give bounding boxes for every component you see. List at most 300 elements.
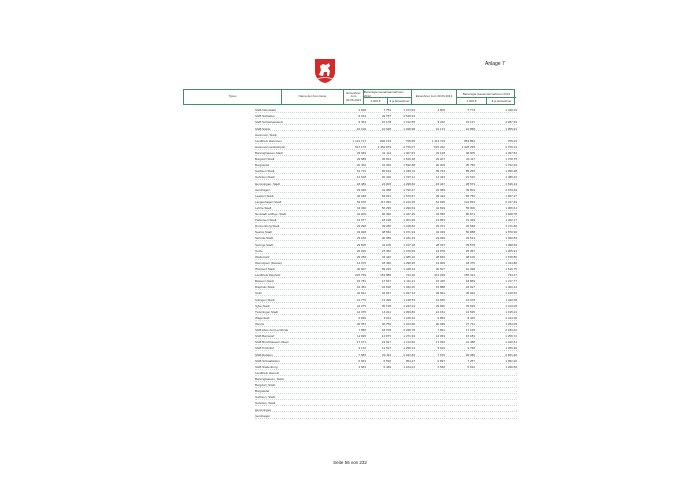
cell-ew-2013: 28 840 [435, 254, 445, 259]
table-row [255, 412, 517, 418]
cell-per-capita-2013: 1 400,43 [505, 285, 517, 290]
row-name: SGB Odenwald [255, 108, 276, 113]
row-name: Barsinghausen,Stadt [255, 150, 283, 155]
cell-total-2013: - [474, 389, 475, 394]
cell-per-capita-2013: 1 340,56 [505, 297, 517, 302]
cell-ew-2012: 12 770 [356, 297, 366, 302]
cell-ew-2013: 59 763 [435, 169, 445, 174]
row-name: Sulingen,Stadt [255, 297, 275, 302]
cell-total-2012: 14 875 [381, 334, 391, 339]
cell-total-2012: - [390, 407, 391, 412]
annex-label: Anlage 7 [485, 61, 505, 67]
row-name: Burgwedel [255, 389, 270, 394]
cell-ew-2012: 61 713 [356, 169, 366, 174]
cell-ew-2013: 12 665 [435, 297, 445, 302]
cell-ew-2012: 215 759 [355, 273, 366, 278]
cell-per-capita-2012: - [414, 401, 415, 406]
cell-ew-2013: 14 443 [435, 175, 445, 180]
cell-total-2013: 8 460 [467, 315, 475, 320]
header-name: Name der Kommune [281, 90, 343, 104]
row-name: SGB Rehden [255, 352, 273, 357]
row-name: Sehnde,Stadt [255, 236, 274, 241]
cell-total-2012: 11 537 [382, 346, 391, 351]
cell-total-2012: 7 783 [383, 108, 391, 113]
cell-ew-2013: 4 560 [437, 364, 445, 369]
cell-ew-2012: 24 275 [356, 303, 366, 308]
cell-total-2013: 37 741 [465, 322, 475, 327]
cell-ew-2012: 20 020 [356, 248, 366, 253]
row-name: Pattensen,Stadt [255, 218, 277, 223]
cell-ew-2012: - [365, 389, 366, 394]
cell-total-2012: 19 027 [381, 340, 391, 345]
cell-total-2013: 22 097 [465, 285, 475, 290]
cell-ew-2013: 10 174 [435, 126, 445, 131]
cell-ew-2012: 13 977 [356, 218, 366, 223]
cell-per-capita-2012: 1 341,33 [403, 236, 415, 241]
cell-total-2013: - [474, 377, 475, 381]
cell-per-capita-2012: 1 516,38 [403, 157, 415, 162]
cell-ew-2013: - [444, 389, 445, 394]
cell-total-2013: 155 414 [464, 273, 475, 278]
row-name: Hemmingen [255, 407, 272, 412]
cell-ew-2012: 33 048 [356, 230, 366, 235]
cell-total-2013: 17 165 [465, 328, 475, 333]
cell-total-2012: 22 618 [381, 285, 391, 290]
row-name: Neustadt a.Rbge.,Stadt [255, 212, 287, 217]
cell-total-2012: 1 452 879 [377, 144, 391, 149]
cell-per-capita-2013: 1 448,19 [505, 108, 517, 113]
row-name: Wedemark [255, 254, 270, 259]
header-t-2013: 1.000 € [456, 97, 486, 104]
cell-per-capita-2012: 1 258,13 [403, 346, 415, 351]
cell-total-2012: 41 388 [381, 187, 391, 192]
row-name: Garbsen, Stadt [255, 395, 276, 400]
cell-ew-2013: - [444, 407, 445, 412]
cell-total-2013: 21 488 [465, 340, 475, 345]
cell-ew-2013: 22 983 [435, 187, 445, 192]
cell-per-capita-2012: 1 164,01 [403, 364, 415, 369]
cell-total-2012: - [390, 395, 391, 400]
cell-ew-2012: 23 090 [356, 187, 366, 192]
cell-total-2013: 35 780 [465, 163, 475, 168]
cell-per-capita-2012: 1 342,05 [403, 285, 415, 290]
cell-total-2013: 39 578 [465, 242, 475, 247]
header-group-2012: Bereinigte Gesamteinnahmen 2012 [363, 90, 411, 97]
cell-ew-2013: 6 853 [437, 315, 445, 320]
cell-total-2012: 16 178 [381, 120, 391, 125]
cell-total-2013: 40 117 [466, 157, 475, 162]
cell-per-capita-2012: - [414, 413, 415, 418]
cell-per-capita-2012: 1 271,93 [403, 334, 415, 339]
cell-per-capita-2012: 2 213,36 [403, 199, 415, 204]
cell-total-2013: 28 573 [465, 181, 475, 186]
header-t-2012: 1.000 € [363, 97, 387, 104]
cell-total-2012: 18 378 [381, 328, 391, 333]
lower-saxony-horse-crest-icon [314, 58, 336, 84]
cell-total-2013: 65 750 [465, 193, 475, 198]
cell-per-capita-2013: 2 417,49 [505, 199, 517, 204]
cell-per-capita-2013: 1 667,27 [505, 193, 517, 198]
cell-per-capita-2013: 1 306,61 [505, 205, 517, 210]
cell-per-capita-2013: 1 848,78 [505, 212, 517, 217]
cell-ew-2012: 9 170 [358, 346, 366, 351]
row-name: Isernhagen [255, 187, 271, 192]
cell-ew-2012: 8 914 [358, 114, 366, 119]
cell-ew-2012: 10 109 [356, 126, 366, 131]
row-name: Bassum,Stadt [255, 279, 274, 284]
cell-total-2013: 61 498 [465, 267, 475, 272]
cell-per-capita-2012: - [414, 395, 415, 400]
cell-per-capita-2012: 1 114,60 [403, 340, 415, 345]
cell-total-2012: 5 449 [383, 364, 391, 369]
row-name: Wunstorf,Stadt [255, 267, 275, 272]
cell-per-capita-2012: 713,26 [405, 273, 415, 278]
cell-total-2012: 40 756 [381, 322, 391, 327]
cell-total-2012: 41 112 [382, 150, 391, 155]
cell-total-2013: 15 183 [465, 334, 475, 339]
cell-total-2013: - [474, 370, 475, 375]
cell-total-2013: 20 380 [465, 352, 475, 357]
cell-per-capita-2012: 1 318,22 [403, 315, 415, 320]
cell-total-2013: 1 420 295 [461, 144, 475, 149]
cell-ew-2012: 29 605 [356, 242, 366, 247]
cell-per-capita-2012: 1 397,11 [403, 175, 415, 180]
row-name: Landkreis Hannover [255, 138, 282, 143]
cell-ew-2012: - [365, 413, 366, 418]
data-table [255, 107, 517, 419]
cell-ew-2013: - [444, 413, 445, 418]
cell-per-capita-2012: 1 722,55 [403, 120, 415, 125]
row-name: Hannover, Stadt [255, 132, 277, 137]
header-pe-2013: € je Einwohner [486, 97, 516, 104]
cell-per-capita-2013: - [516, 401, 517, 406]
cell-ew-2012: 23 290 [356, 224, 366, 229]
cell-total-2012: 24 003 [381, 181, 391, 186]
cell-total-2012: 27 452 [381, 248, 391, 253]
cell-total-2012: 41 105 [381, 242, 391, 247]
cell-per-capita-2013: 1 413,09 [505, 303, 517, 308]
cell-ew-2013: 23 846 [435, 303, 445, 308]
cell-ew-2012: 11 695 [357, 334, 366, 339]
cell-ew-2013: 15 445 [435, 279, 445, 284]
cell-total-2012: 9 011 [383, 315, 391, 320]
cell-per-capita-2013: 1 195,24 [505, 309, 517, 314]
cell-per-capita-2013: - [516, 370, 517, 375]
cell-ew-2013: 9 619 [437, 346, 445, 351]
cell-per-capita-2012: 1 059,86 [403, 309, 415, 314]
cell-ew-2012: 15 781 [356, 279, 366, 284]
row-name: SGB Schladen [255, 114, 275, 119]
cell-total-2013: 49 504 [465, 187, 475, 192]
cell-ew-2012: 40 907 [356, 267, 366, 272]
cell-per-capita-2013: 765,03 [507, 138, 517, 143]
cell-per-capita-2013: 1 762,94 [505, 163, 517, 168]
cell-total-2012: 10 628 [381, 126, 391, 131]
cell-per-capita-2012: 1 242,24 [403, 303, 415, 308]
cell-ew-2012: 9 353 [358, 120, 366, 125]
cell-total-2012: - [390, 377, 391, 381]
row-name: Uetze [255, 248, 263, 253]
row-name: Seelze,Stadt [255, 230, 273, 235]
cell-ew-2013: 13 909 [435, 260, 445, 265]
cell-ew-2012: 29 889 [356, 157, 366, 162]
cell-total-2013: 9 768 [467, 346, 475, 351]
cell-total-2013: - [474, 401, 475, 406]
cell-ew-2012: 14 618 [356, 175, 366, 180]
cell-per-capita-2013: 1 055,91 [505, 126, 517, 131]
cell-total-2012: 153 886 [380, 273, 391, 278]
cell-total-2013: 18 375 [465, 260, 475, 265]
cell-ew-2013: 42 819 [435, 205, 445, 210]
cell-per-capita-2013: 1 678,80 [505, 254, 517, 259]
cell-per-capita-2013: 1 398,63 [505, 242, 517, 247]
cell-ew-2012: 12 375 [356, 309, 366, 314]
cell-total-2012: 30 135 [381, 303, 391, 308]
row-name: Laatzen,Stadt [255, 193, 274, 198]
row-name: SGB Barnstorf [255, 334, 275, 339]
cell-per-capita-2012: 1 532,88 [403, 163, 415, 168]
cell-per-capita-2012: 2 444,83 [403, 352, 415, 357]
cell-ew-2013: 515 232 [434, 144, 445, 149]
cell-per-capita-2012: 2 756,07 [403, 144, 415, 149]
cell-total-2012: 18 198 [381, 218, 391, 223]
cell-total-2013: 21 510 [465, 175, 475, 180]
cell-per-capita-2013: 2 183,62 [505, 328, 517, 333]
cell-per-capita-2012: 1 576,67 [403, 193, 415, 198]
cell-total-2013: 19 429 [465, 218, 475, 223]
row-name: Stuhr [255, 291, 263, 296]
cell-ew-2013: 18 447 [435, 181, 445, 186]
cell-ew-2012: - [365, 377, 366, 381]
cell-total-2013: 18 869 [465, 279, 475, 284]
row-name: Springe,Stadt [255, 242, 274, 247]
cell-ew-2013: 23 372 [435, 224, 445, 229]
cell-per-capita-2013: 1 390,38 [505, 169, 517, 174]
cell-ew-2012: 16 454 [356, 285, 366, 290]
cell-total-2013: 50 888 [465, 230, 475, 235]
cell-total-2012: 20 420 [381, 175, 391, 180]
cell-per-capita-2012: 1 347,35 [403, 212, 415, 217]
row-name: Gehrden,Stadt [255, 175, 275, 180]
cell-ew-2012: 43 366 [356, 205, 366, 210]
cell-total-2012: 20 114 [382, 352, 391, 357]
cell-total-2013: 853 854 [464, 138, 475, 143]
header-ew-2013: Einwohner zum 30.06.2013 [411, 90, 456, 104]
cell-ew-2012: - [365, 370, 366, 375]
row-name: Syke,Stadt [255, 303, 270, 308]
cell-total-2013: 33 513 [465, 236, 475, 241]
row-name: Wagenfeld [255, 315, 270, 320]
cell-per-capita-2013: - [516, 407, 517, 412]
cell-per-capita-2013: 1 314,86 [505, 260, 517, 265]
cell-per-capita-2013: 1 259,30 [505, 346, 517, 351]
cell-per-capita-2013: 1 570,90 [505, 230, 517, 235]
cell-per-capita-2012: 1 471,94 [403, 230, 415, 235]
cell-per-capita-2012: 1 418,82 [403, 224, 415, 229]
cell-ew-2012: 4 681 [358, 364, 366, 369]
cell-ew-2012: 527 175 [355, 144, 366, 149]
row-name: Burgdorf, Stadt [255, 383, 276, 388]
cell-ew-2012: 33 669 [356, 150, 366, 155]
cell-per-capita-2012: - [414, 389, 415, 394]
cell-total-2013: 55 900 [465, 205, 475, 210]
cell-total-2012: 17 547 [381, 279, 391, 284]
row-name: SGB Bruchhausen-Vilsen [255, 340, 289, 345]
header-typ: Typus [228, 94, 237, 99]
cell-total-2013: 85 250 [465, 169, 475, 174]
cell-per-capita-2012: - [414, 377, 415, 381]
cell-ew-2013: 12 053 [435, 334, 445, 339]
cell-ew-2012: 32 821 [356, 291, 366, 296]
cell-total-2012: 45 813 [381, 157, 391, 162]
cell-per-capita-2013: 2 154,29 [505, 187, 517, 192]
cell-ew-2013: 19 875 [435, 248, 445, 253]
cell-total-2012: 59 230 [381, 267, 391, 272]
cell-total-2012: 43 440 [381, 254, 391, 259]
cell-per-capita-2012: 1 138,53 [403, 297, 415, 302]
cell-ew-2013: 51 630 [435, 199, 445, 204]
row-name: SGB Schwülperstedt [255, 120, 283, 125]
cell-total-2012: 18 466 [381, 260, 391, 265]
cell-per-capita-2013: 1 259,72 [505, 334, 517, 339]
cell-per-capita-2013: 1 516,75 [505, 267, 517, 272]
cell-per-capita-2012: 1 792,47 [403, 187, 415, 192]
row-name: Lehrte,Stadt [255, 205, 272, 210]
cell-total-2013: - [474, 383, 475, 388]
header-ew-2012: Einwohner zum 30.06.2013 [343, 90, 363, 104]
cell-ew-2012: 6 836 [358, 315, 366, 320]
cell-per-capita-2013: 1 129,52 [505, 291, 517, 296]
cell-total-2012: 14 011 [382, 309, 391, 314]
cell-ew-2013: 40 507 [435, 267, 445, 272]
cell-total-2012: 30 985 [381, 236, 391, 241]
cell-per-capita-2013: 734,47 [507, 273, 517, 278]
row-name: SGB Sickte [255, 126, 271, 131]
cell-ew-2013: 43 550 [435, 212, 445, 217]
header-group-2013: Bereinigte Gesamteinnahmen 2013 [456, 90, 516, 97]
cell-total-2012: 806 133 [380, 138, 391, 143]
cell-per-capita-2012: 1 301,99 [403, 218, 415, 223]
cell-ew-2012: - [365, 383, 366, 388]
cell-total-2013: - [474, 395, 475, 400]
cell-total-2013: 48 109 [465, 254, 475, 259]
row-name: Diepholz,Stadt [255, 285, 275, 290]
cell-per-capita-2012: 1 298,66 [403, 181, 415, 186]
cell-ew-2012: 53 070 [356, 199, 366, 204]
cell-total-2012: 63 931 [381, 193, 391, 198]
row-name: Gehrden, Stadt [255, 401, 276, 406]
cell-ew-2013: 1 114 719 [431, 138, 445, 143]
cell-per-capita-2013: 1 244,30 [505, 315, 517, 320]
cell-total-2012: 82 619 [381, 169, 391, 174]
cell-ew-2013: 9 242 [437, 120, 445, 125]
cell-per-capita-2012: 954,27 [405, 358, 415, 363]
cell-per-capita-2013: 1 402,17 [505, 218, 517, 223]
row-name: Hemmingen, Stadt [255, 181, 280, 186]
cell-per-capita-2012: 1 474,93 [403, 108, 415, 113]
row-name: Barsinghausen, Stadt [255, 377, 284, 381]
cell-ew-2012: 1 121 717 [352, 138, 366, 143]
cell-ew-2012: 18 484 [356, 181, 366, 186]
cell-ew-2013: - [444, 370, 445, 375]
cell-total-2012: 56 295 [381, 205, 391, 210]
cell-ew-2013: 32 339 [435, 230, 445, 235]
cell-per-capita-2013: 1 546,13 [505, 181, 517, 186]
cell-per-capita-2012: 708,59 [405, 138, 415, 143]
cell-ew-2013: 29 207 [435, 157, 445, 162]
table-header [183, 89, 515, 105]
cell-ew-2012: 4 838 [358, 108, 366, 113]
cell-per-capita-2013: 2 661,46 [505, 352, 517, 357]
cell-ew-2012: 7 683 [358, 352, 366, 357]
cell-per-capita-2012: 1 037,34 [403, 291, 415, 296]
cell-per-capita-2012: 2 518,23 [403, 114, 415, 119]
cell-ew-2012: - [365, 407, 366, 412]
cell-ew-2012: - [365, 395, 366, 400]
cell-ew-2013: 7 861 [437, 328, 445, 333]
cell-per-capita-2012: 1 338,76 [403, 169, 415, 174]
cell-ew-2013: - [444, 383, 445, 388]
cell-per-capita-2013: - [516, 377, 517, 381]
cell-total-2013: 14 535 [465, 309, 475, 314]
cell-total-2013: 31 197 [465, 120, 475, 125]
cell-total-2012: 31 346 [381, 163, 391, 168]
cell-ew-2013: 4 800 [437, 108, 445, 113]
row-name: Burgwedel [255, 163, 270, 168]
row-name: SGB Altes Amt Lemförde [255, 328, 289, 333]
cell-total-2013: 124 813 [464, 199, 475, 204]
cell-ew-2012: 7 858 [358, 328, 366, 333]
cell-per-capita-2012: 1 299,54 [403, 205, 415, 210]
cell-ew-2013: 15 888 [435, 285, 445, 290]
cell-per-capita-2013: 2 760,24 [505, 144, 517, 149]
cell-per-capita-2013: - [516, 395, 517, 400]
cell-per-capita-2012: - [414, 370, 415, 375]
row-name: SGB Kirchdorf [255, 346, 275, 351]
cell-ew-2013: 6 897 [437, 358, 445, 363]
cell-total-2013: 33 693 [465, 303, 475, 308]
cell-per-capita-2012: 1 370,56 [403, 248, 415, 253]
cell-ew-2013: 30 099 [435, 322, 445, 327]
cell-total-2012: 117 969 [380, 199, 391, 204]
cell-ew-2012: 29 256 [356, 254, 366, 259]
row-name: SGB Schwaförden [255, 358, 280, 363]
cell-total-2012: - [390, 413, 391, 418]
cell-ew-2013: 13 853 [435, 218, 445, 223]
cell-total-2013: - [474, 413, 475, 418]
cell-total-2013: 25 957 [465, 248, 475, 253]
header-pe-2012: € je Einwohner [387, 97, 411, 104]
cell-total-2013: 7 773 [467, 108, 475, 113]
row-name: Landkreis Hameln [255, 370, 280, 375]
cell-total-2012: 60 496 [381, 212, 391, 217]
cell-ew-2013: 32 561 [435, 291, 445, 296]
cell-ew-2013: 20 303 [435, 163, 445, 168]
cell-ew-2013: 7 670 [437, 352, 445, 357]
cell-per-capita-2012: 1 298,36 [403, 260, 415, 265]
row-name: Garbsen,Stadt [255, 169, 275, 174]
cell-per-capita-2013: 1 489,32 [505, 175, 517, 180]
cell-ew-2013: 211 925 [434, 273, 445, 278]
row-name: Langenhagen,Stadt [255, 199, 282, 204]
cell-total-2012: 6 530 [383, 358, 391, 363]
cell-total-2012: - [390, 370, 391, 375]
cell-per-capita-2013: 1 467,52 [505, 150, 517, 155]
cell-per-capita-2013: 1 052,26 [505, 358, 517, 363]
cell-per-capita-2012: 1 407,63 [403, 150, 415, 155]
row-name: Landkreis Diepholz [255, 273, 281, 278]
page-footer: Seite 56 von 232 [333, 460, 367, 465]
